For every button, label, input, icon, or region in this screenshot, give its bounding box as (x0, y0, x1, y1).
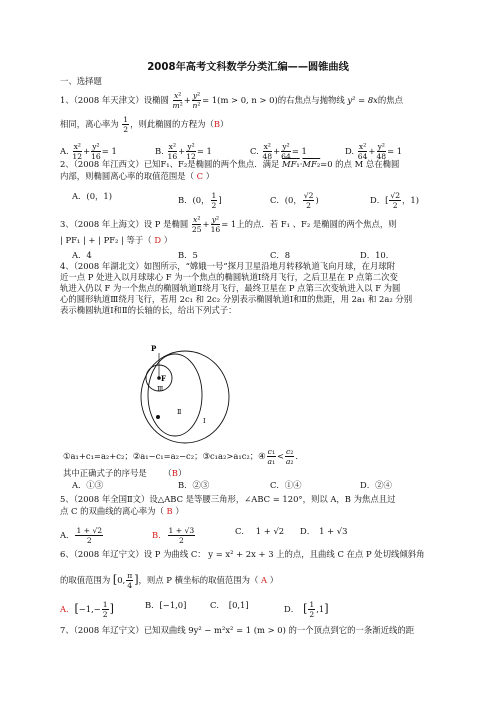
q2-option-d: D．[ $\frac{√2}{2}$ ，1) (370, 191, 420, 210)
q6-option-c: C． [0,1] (210, 600, 249, 610)
q5-line1: 5、（2008 年全国Ⅱ文）设△ABC 是等腰三角形，∠ABC = 120°，则以 A，B 为焦点且过 (60, 494, 396, 504)
q2-answer: C (196, 171, 204, 181)
label-orbit-1: Ⅰ (203, 417, 206, 425)
q6-option-d: D． [ $\frac{1}{2}$ ,1] (284, 600, 329, 619)
q3-line2: | PF₁ | + | PF₂ | 等于（ D ） (60, 235, 173, 245)
q4-line3: 轨进入仍以 F 为一个焦点的椭圆轨道Ⅱ绕月飞行，最终卫星在 P 点第三次变轨进入以 F 为圆 (60, 283, 401, 293)
q4-line1: 4、（2008 年湖北文）如图所示，“嫦娥一号”探月卫星沿地月转移轨道飞向月球，在月球附 (60, 261, 396, 271)
orbit-ellipse-1 (141, 351, 229, 443)
q5-answer: B (166, 506, 173, 516)
q1-option-a: A. $\frac{\text{x²}}{12}$ + $\frac{\text{y²}}{16}$ = 1 (60, 142, 117, 161)
q3-option-d: D．10． (360, 250, 395, 260)
label-orbit-2: Ⅱ (177, 408, 182, 416)
q3-option-b: B．5 (178, 250, 198, 260)
q1-option-b: B. $\frac{\text{x²}}{16}$ + $\frac{\text{y²}}{12}$ = 1 (155, 142, 212, 161)
q2-line1: 2、（2008 年江西文）已知F₁、F₂是椭圆的两个焦点．满足 MF₁·MF₂=0 的点 M 总在椭圆 (60, 159, 400, 169)
q5-line2: 点 C 的双曲线的离心率为（ B ） (60, 506, 184, 516)
q5-option-d: D． 1 + √3 (300, 526, 348, 536)
q4-line4: 心的圆形轨道Ⅲ绕月飞行，若用 2c₁ 和 2c₂ 分别表示椭圆轨道Ⅰ和Ⅱ的焦距，用 2a₁ 和 2a₂ 分别 (60, 294, 413, 304)
moon-focus-dot (156, 415, 160, 419)
q2-option-b: B．(0， $\frac{1}{2}$ ] (178, 191, 222, 210)
q7-line1: 7、（2008 年辽宁文）已知双曲线 9y² − m²x² = 1 (m > 0) 的一个顶点到它的一条渐近线的距 (60, 625, 415, 635)
q1-line1: 1、（2008 年天津文）设椭圆 $\frac{\text{x²}}{\text{m²}}$ + $\frac{\text{y²}}{\text{n²}}$ = 1(m > 0, n > 0)的右焦点与抛物线 y² = 8x的焦点 (60, 91, 403, 110)
q5-option-c: C． 1 + √2 (235, 526, 285, 536)
q3-option-a: A．4 (72, 250, 92, 260)
q6-line1: 6、（2008 年辽宁文）设 P 为曲线 C： y = x² + 2x + 3 上的点，且曲线 C 在点 P 处切线倾斜角 (60, 549, 425, 559)
q3-answer: D (154, 235, 162, 245)
label-p: P (151, 344, 157, 353)
page-title: 2008年高考文科数学分类汇编——圆锥曲线 (147, 62, 349, 73)
q4-prompt: 其中正确式子的序号是 （B） (63, 468, 187, 478)
q4-line5: 表示椭圆轨道Ⅰ和Ⅱ的长轴的长，给出下列式子： (60, 305, 237, 315)
label-orbit-3: Ⅲ (157, 385, 164, 393)
q6-line2: 的取值范围为 [0, $\frac{\pi}{4}$ ]，则点 P 横坐标的取值范围为（ A ） (60, 571, 279, 590)
orbit-figure (140, 335, 270, 445)
q4-line2: 近一点 P 处进入以月球球心 F 为一个焦点的椭圆轨道Ⅰ绕月飞行，之后卫星在 P 点第二次变 (60, 272, 398, 282)
q1-answer: B (213, 119, 221, 129)
q4-formulas: ①a₁+c₁=a₂+c₂；②a₁−c₁=a₂−c₂；③c₁a₂>a₁c₂；④ $\frac{\text{c₁}}{\text{a₁}}$ < $\frac{\text{c₂}}{\text{a₂}}$ ． (63, 447, 304, 466)
q2-option-c: C．(0， $\frac{√2}{2}$ ) (270, 191, 319, 210)
q5-option-b: B． $\frac{1 + √3}{2}$ (152, 526, 195, 545)
q4-option-c: C．①④ (270, 480, 302, 490)
q1-option-c: C. $\frac{\text{x²}}{48}$ + $\frac{\text{y²}}{64}$ = 1 (250, 142, 307, 161)
q4-option-b: B．②③ (178, 480, 210, 490)
orbit-ellipse-2 (148, 354, 202, 436)
q3-option-c: C．8 (270, 250, 291, 260)
q1-option-d: D. $\frac{\text{x²}}{64}$ + $\frac{\text{y²}}{48}$ = 1 (345, 142, 403, 161)
q6-answer: A (261, 575, 268, 585)
label-f: F (161, 374, 166, 383)
q2-line2: 内部，则椭圆离心率的取值范围是（ C ） (60, 171, 215, 181)
section-heading: 一、选择题 (60, 76, 102, 86)
q1-line2: 相同，离心率为 $\frac{1}{2}$ ，则此椭圆的方程为（B） (60, 115, 229, 134)
q3-line1: 3、（2008 年上海文）设 P 是椭圆 $\frac{\text{x²}}{25}$ + $\frac{\text{y²}}{16}$ = 1上的点．若 F₁ 、F₂ 是椭圆的两个焦点，则 (60, 215, 397, 234)
q2-option-a: A．(0，1) (72, 191, 112, 201)
q6-option-a: A．[−1,− $\frac{1}{2}$ ] (60, 600, 114, 619)
q5-option-a: A． $\frac{1 + √2}{2}$ (60, 526, 103, 545)
q6-option-b: B．[−1,0] (145, 600, 187, 610)
q4-option-a: A．①③ (72, 480, 104, 490)
q4-option-d: D．②④ (360, 480, 392, 490)
q4-answer: B (171, 468, 178, 478)
